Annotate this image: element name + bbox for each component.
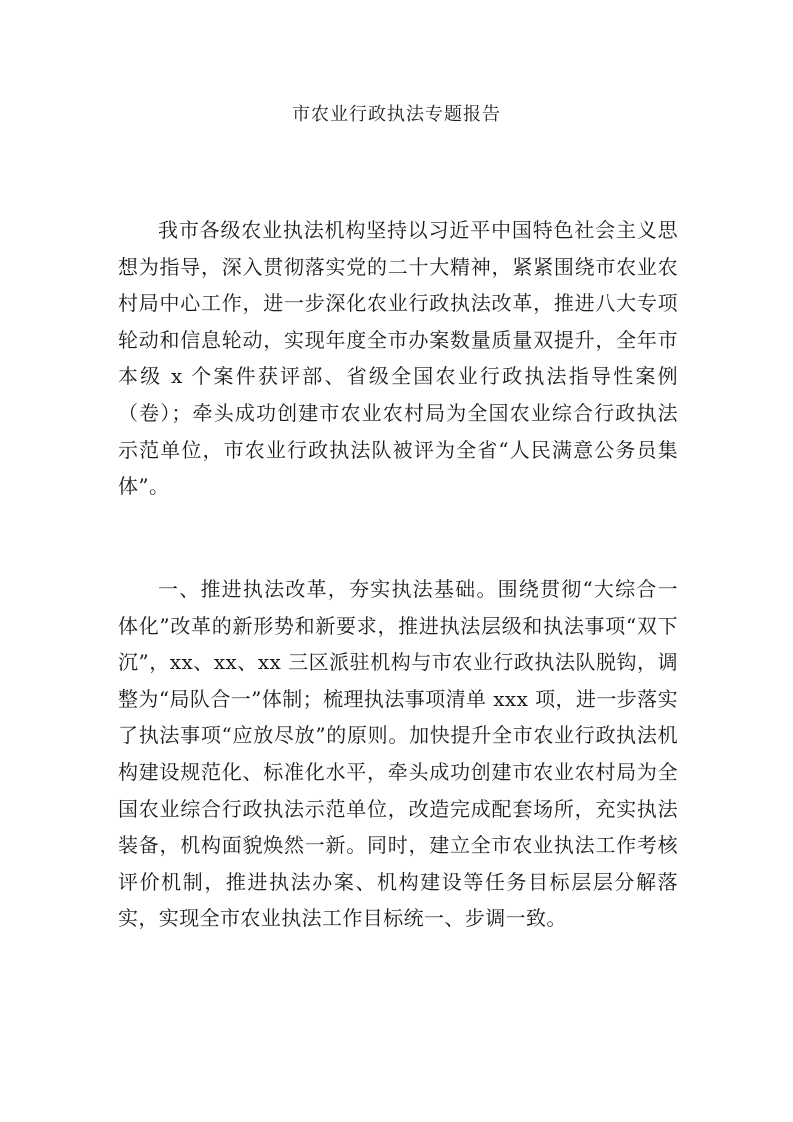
paragraph-section-1: 一、推进执法改革，夯实执法基础。围绕贯彻“大综合一体化”改革的新形势和新要求，推进执法层级和执法事项“双下沉”，xx、xx、xx 三区派驻机构与市农业行政执法队脱钩，调整为“局队合一”体制；梳理执法事项清单 xxx 项，进一步落实了执法事项“应放尽放”的原则。加快提升全市农业行政执法机构建设规范化、标准化水平，牵头成功创建市农业农村局为全国农业综合行政执法示范单位，改造完成配套场所，充实执法装备，机构面貌焕然一新。同时，建立全市农业执法工作考核评价机制，推进执法办案、机构建设等任务目标层层分解落实，实现全市农业执法工作目标统一、步调一致。 [118, 577, 678, 931]
paragraph-intro: 我市各级农业执法机构坚持以习近平中国特色社会主义思想为指导，深入贯彻落实党的二十大精神，紧紧围绕市农业农村局中心工作，进一步深化农业行政执法改革，推进八大专项轮动和信息轮动，实现年度全市办案数量质量双提升，全年市本级 x 个案件获评部、省级全国农业行政执法指导性案例（卷）；牵头成功创建市农业农村局为全国农业综合行政执法示范单位，市农业行政执法队被评为全省“人民满意公务员集体”。 [118, 218, 678, 499]
document-title: 市农业行政执法专题报告 [292, 104, 501, 125]
